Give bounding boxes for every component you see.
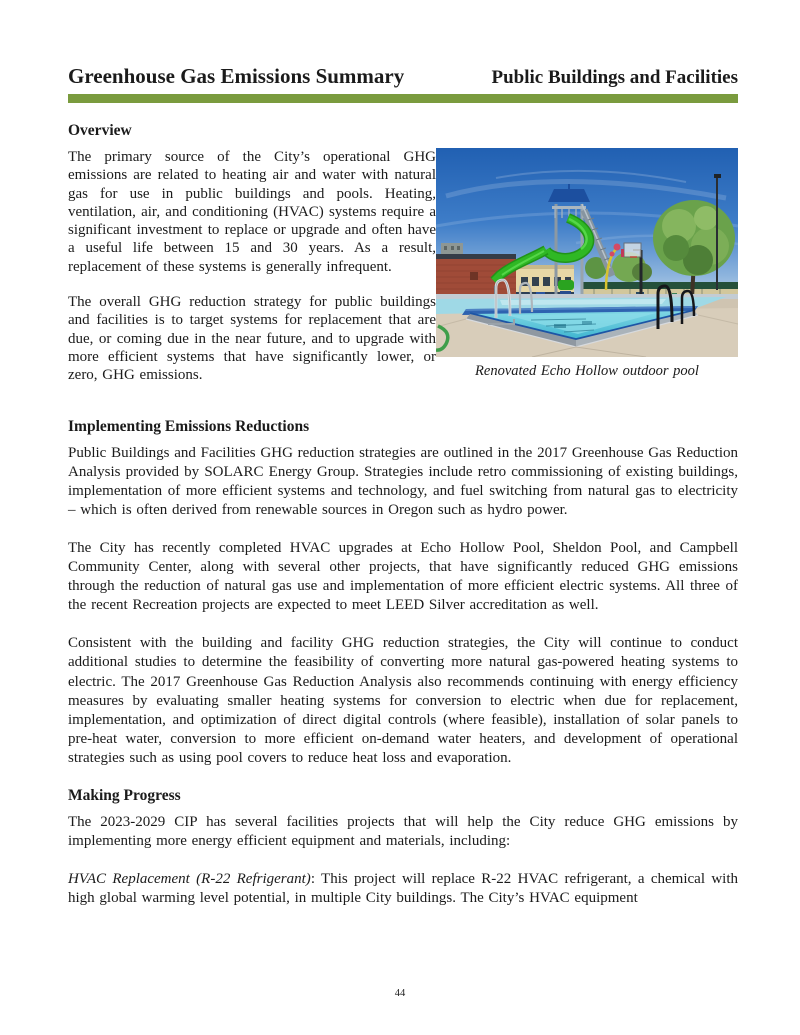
overview-text-column bbox=[68, 148, 436, 402]
overview-heading: Overview bbox=[68, 122, 132, 139]
implementing-paragraph-3: Consistent with the building and facility GHG reduction strategies, the City will continue to conduct additional studies to determine the feasibility of converting more natural gas-powered heating systems to electric. The 2017 Greenhouse Gas Reduction Analysis also recommends continuing with energy efficiency measures by evaluating smaller heating systems for conversion to electric when due for replacement, implementation, and optimization of direct digital controls (where feasible), installation of solar panels to pre-heat water, conversion to more efficient on-demand water heaters, and development of operational strategies such as using pool covers to reduce heat loss and evaporation. bbox=[68, 635, 738, 766]
header-title-left: Greenhouse Gas Emissions Summary bbox=[68, 64, 405, 88]
figure-column bbox=[436, 148, 738, 402]
implementing-paragraph-1: Public Buildings and Facilities GHG reduction strategies are outlined in the 2017 Greenhouse Gas Reduction Analysis provided by SOLARC Energy Group. Strategies include retro commissioning of existing buildings, implementation of more efficient systems and technology, and fuel switching from natural gas to electricity – which is often derived from renewable sources in Oregon such as hydro power. bbox=[68, 444, 738, 518]
overview-section bbox=[68, 148, 738, 402]
hvac-project-title: HVAC Replacement (R-22 Refrigerant) bbox=[68, 871, 311, 888]
progress-paragraph-1: The 2023-2029 CIP has several facilities projects that will help the City reduce GHG emissions by implementing more energy efficient equipment and materials, including: bbox=[68, 813, 738, 850]
progress-paragraph-2 bbox=[68, 870, 738, 908]
pool-photo-figure bbox=[436, 148, 738, 380]
implementing-heading: Implementing Emissions Reductions bbox=[68, 417, 310, 435]
hvac-project-text: : This project will replace R-22 HVAC refrigerant, a chemical with high global warming level potential, in multiple City buildings. The City’s HVAC equipment bbox=[68, 871, 738, 907]
pool-photo bbox=[436, 148, 738, 357]
header-title-right: Public Buildings and Facilities bbox=[491, 67, 738, 88]
overview-paragraph-1: The primary source of the City’s operational GHG emissions are related to heating air and water with natural gas for use in public buildings and pools. Heating, ventilation, air, and conditioning (HVAC) systems require a significant investment to replace or upgrade and often have a useful life between 15 and 30 years. As a result, replacement of these systems is generally infrequent. bbox=[68, 149, 436, 275]
page-number: 44 bbox=[394, 988, 406, 999]
implementing-paragraph-2: The City has recently completed HVAC upgrades at Echo Hollow Pool, Sheldon Pool, and Campbell Community Center, along with several other projects, that have significantly reduced GHG emissions through the reduction of natural gas use and implementation of more efficient electric systems. All three of the recent Recreation projects are expected to meet LEED Silver accreditation as well. bbox=[68, 539, 738, 614]
progress-heading: Making Progress bbox=[68, 786, 181, 804]
header-rule bbox=[68, 94, 738, 103]
page-header bbox=[68, 64, 738, 89]
photo-caption: Renovated Echo Hollow outdoor pool bbox=[475, 363, 699, 379]
overview-paragraph-2: The overall GHG reduction strategy for public buildings and facilities is to target systems for replacement that are due, or coming due in the near future, and to upgrade with more efficient systems that have significantly lower, or zero, GHG emissions. bbox=[68, 294, 436, 384]
